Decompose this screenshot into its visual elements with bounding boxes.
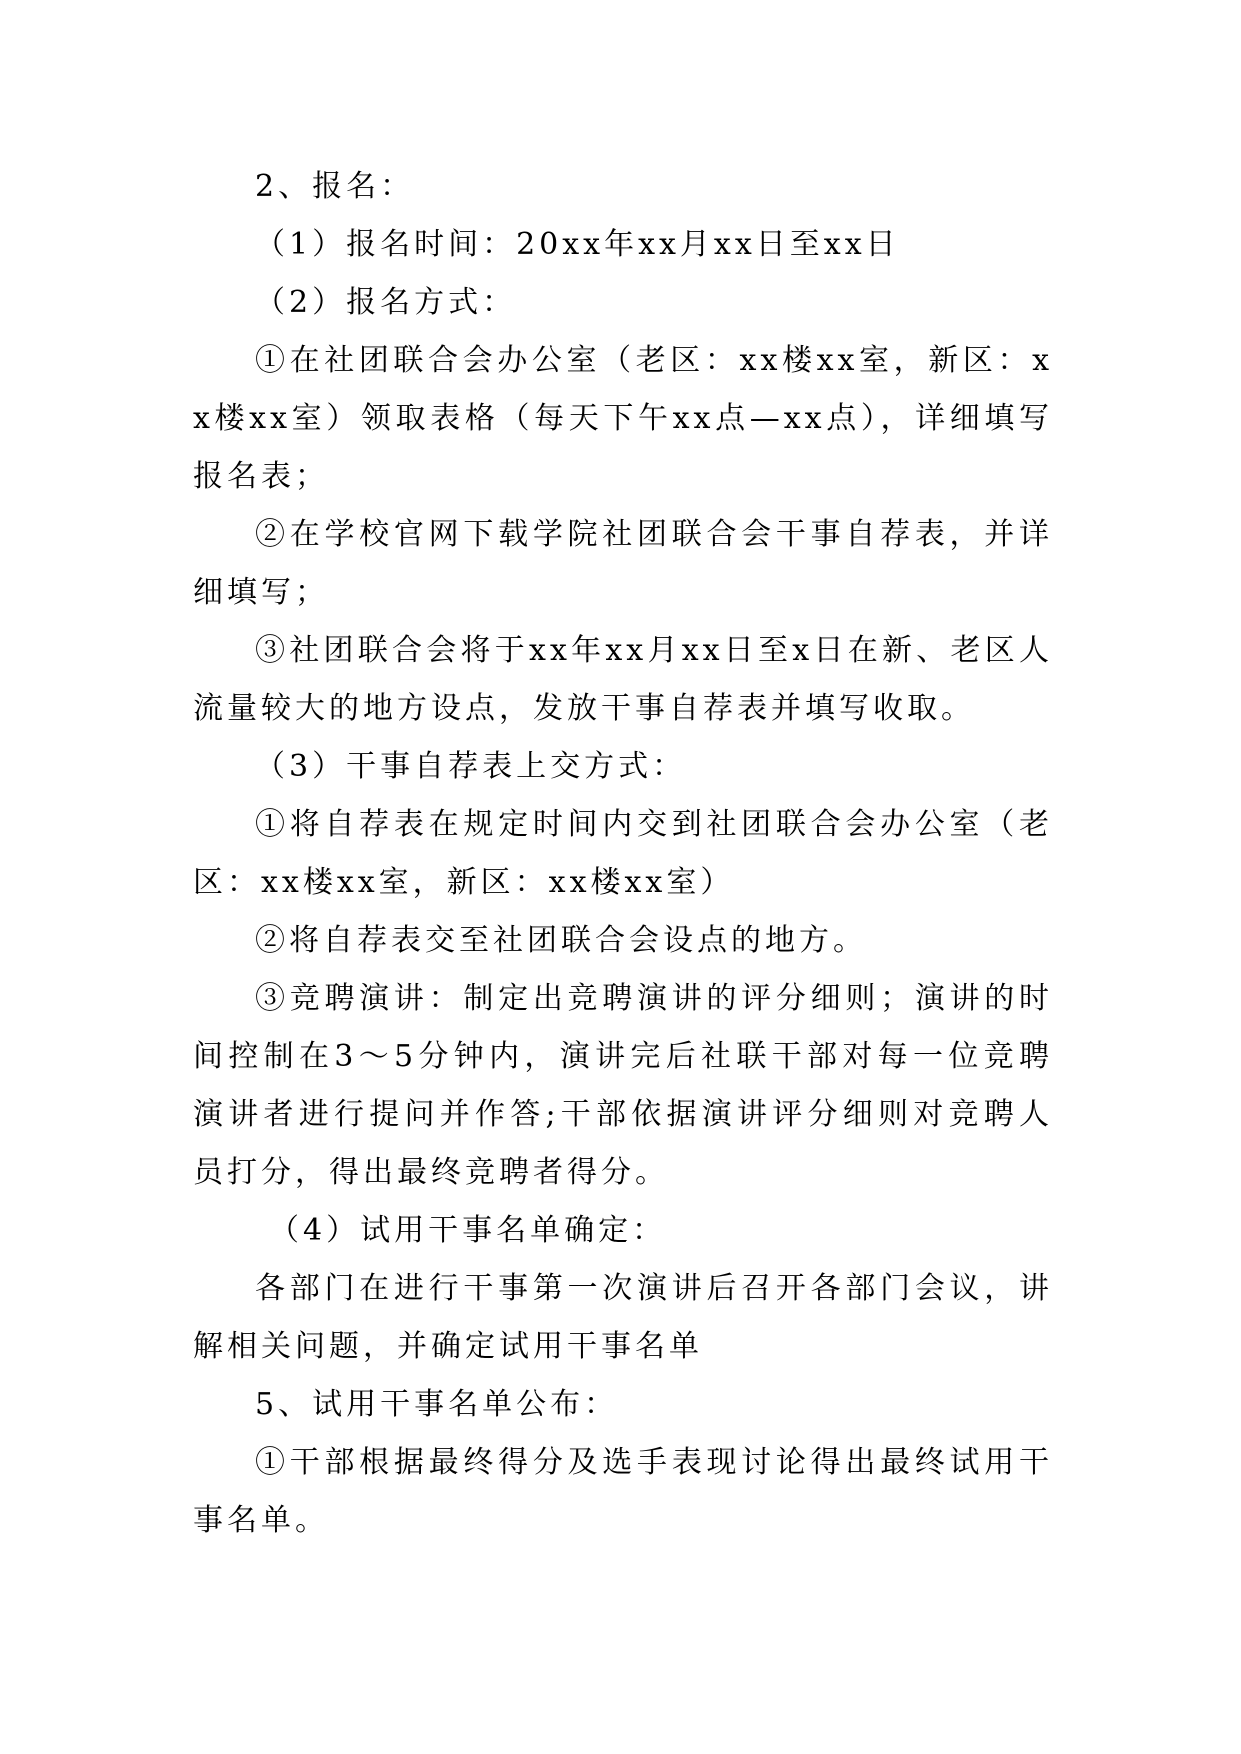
signup-method-heading: （2）报名方式： [255,285,517,320]
section-heading-announcement: 5、试用干事名单公布： [255,1387,619,1422]
signup-method-item-1: ①在社团联合会办公室（老区：xx楼xx室，新区：xx楼xx室）领取表格（每天下午xx点—xx点），详细填写报名表； [193,343,1053,494]
signup-time-paragraph: （1）报名时间：20xx年xx月xx日至xx日 [255,227,900,262]
speech-paragraph: ③竞聘演讲：制定出竞聘演讲的评分细则；演讲的时间控制在3～5分钟内，演讲完后社联干部对每一位竞聘演讲者进行提问并作答;干部依据演讲评分细则对竞聘人员打分，得出最终竞聘者得分。 [193,981,1053,1190]
announcement-item-1: ①干部根据最终得分及选手表现讨论得出最终试用干事名单。 [193,1445,1053,1538]
trial-list-paragraph: 各部门在进行干事第一次演讲后召开各部门会议，讲解相关问题，并确定试用干事名单 [193,1271,1053,1364]
trial-list-heading: （4）试用干事名单确定： [269,1213,667,1248]
submission-method-item-2: ②将自荐表交至社团联合会设点的地方。 [255,923,867,958]
section-heading-signup: 2、报名： [255,169,415,204]
document-body [193,158,1053,1550]
submission-method-item-1: ①将自荐表在规定时间内交到社团联合会办公室（老区：xx楼xx室，新区：xx楼xx室） [193,807,1053,900]
signup-method-item-2: ②在学校官网下载学院社团联合会干事自荐表，并详细填写； [193,517,1053,610]
signup-method-item-3: ③社团联合会将于xx年xx月xx日至x日在新、老区人流量较大的地方设点，发放干事自荐表并填写收取。 [193,633,1053,726]
submission-method-heading: （3）干事自荐表上交方式： [255,749,687,784]
